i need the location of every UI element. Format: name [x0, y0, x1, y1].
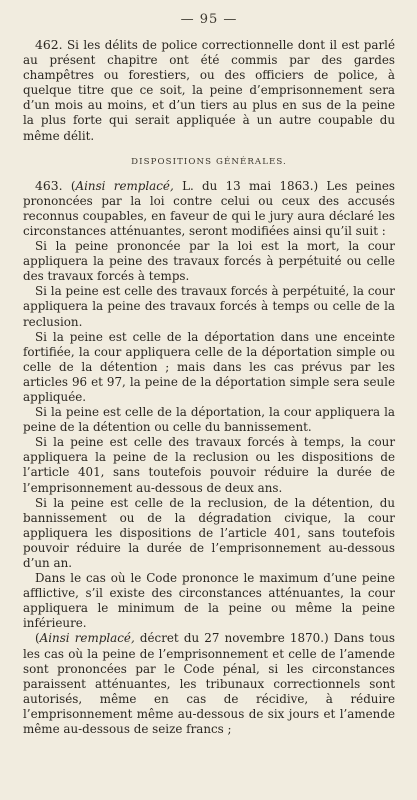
article-number: 462.: [35, 37, 63, 52]
amendment-label: Ainsi remplacé,: [39, 631, 135, 646]
article-paragraph: Si la peine est celle de la déportation dans une enceinte fortifiée, la cour appliquera celle de la déportation simple ou celle de la détention ; mais dans les cas prévus par les articles 96 et 97, la peine de la déportation simple sera seule appliquée.: [23, 329, 395, 404]
article-number: 463.: [35, 177, 63, 193]
article-text: L. du 13 mai 1863.) Les peines prononcées par la loi contre celui ou ceux des accusés reconnus coupables, en faveur de qui le jury aura déclaré les circonstances atténuantes, seront modifiées ainsi qu’il suit :: [23, 178, 396, 238]
open-paren: (: [35, 631, 40, 646]
open-paren: (: [70, 178, 76, 193]
article-paragraph: Si la peine est celle de la déportation, la cour appliquera la peine de la détention ou celle du bannissement.: [23, 405, 395, 435]
amendment-label: Ainsi remplacé,: [75, 178, 174, 193]
decree-paragraph: [23, 631, 395, 737]
decree-text: décret du 27 novembre 1870.) Dans tous les cas où la peine de l’emprisonnement et celle de l’amende sont prononcées par le Code pénal, si les circonstances paraissent atténuantes, les tribunaux correctionnels sont autorisés, même en cas de récidive, à réduire l’emprisonnement même au-dessous de six jours et l’amende même au-dessous de seize francs ;: [23, 631, 396, 737]
article-paragraph: Si la peine est celle des travaux forcés à perpétuité, la cour appliquera la peine des travaux forcés à temps ou celle de la reclusion.: [23, 284, 395, 329]
article-text: Si les délits de police correctionnelle dont il est parlé au présent chapitre ont été commis par des gardes champêtres ou forestiers, ou des officiers de police, à quelque titre que ce soit, la peine d’emprisonnement sera d’un mois au moins, et d’un tiers au plus en sus de la peine la plus forte qui serait appliquée à un autre coupable du même délit.: [23, 38, 396, 143]
page-number: — 95 —: [180, 12, 238, 27]
article-463-intro: [23, 178, 395, 239]
section-heading: DISPOSITIONS GÉNÉRALES.: [131, 156, 287, 167]
article-paragraph: Dans le cas où le Code prononce le maximum d’une peine afflictive, s’il existe des circonstances atténuantes, la cour appliquera le minimum de la peine ou même la peine inférieure.: [23, 571, 395, 631]
article-paragraph: Si la peine prononcée par la loi est la mort, la cour appliquera la peine des travaux forcés à perpétuité ou celle des travaux forcés à temps.: [23, 239, 395, 284]
article-paragraph: Si la peine est celle des travaux forcés à temps, la cour appliquera la peine de la reclusion ou les dispositions de l’article 401, sans toutefois pouvoir réduire la durée de l’emprisonnement au-dessous de deux ans.: [23, 435, 395, 495]
article-462: [23, 37, 395, 144]
article-paragraph: Si la peine est celle de la reclusion, de la détention, du bannissement ou de la dégradation civique, la cour appliquera les dispositions de l’article 401, sans toutefois pouvoir réduire la durée de l’emprisonnement au-dessous d’un an.: [23, 495, 395, 570]
